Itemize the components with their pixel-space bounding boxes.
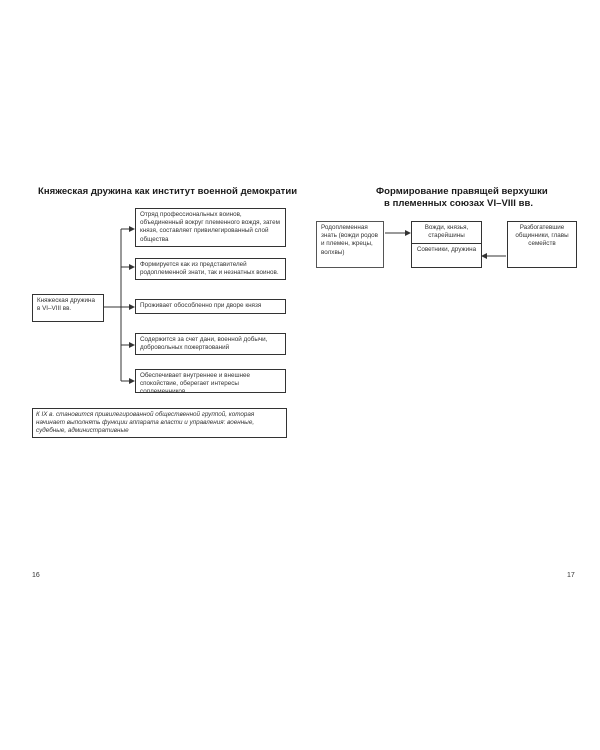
root-box: Княжеская дружина в VI–VIII вв. <box>32 294 104 322</box>
right-page-title-line2: в племенных союзах VI–VIII вв. <box>384 198 534 209</box>
advisors-box: Советники, дружина <box>411 243 482 268</box>
right-page-title-line1: Формирование правящей верхушки <box>376 186 548 197</box>
tribal-nobility-box: Родоплеменная знать (вожди родов и племен, жрецы, волхвы) <box>316 221 384 268</box>
item-box-4: Содержится за счет дани, военной добычи, добровольных пожертвований <box>135 333 286 355</box>
page-number-right: 17 <box>567 572 575 579</box>
note-box: К IX в. становится привилегированной общественной группой, которая начинает выполнять функции аппарата власти и управления: военные, судебные, административные <box>32 408 287 438</box>
item-box-5: Обеспечивает внутреннее и внешнее спокойствие, оберегает интересы соплеменников <box>135 369 286 393</box>
item-box-1: Отряд профессиональных воинов, объединенный вокруг племенного вождя, затем князя, составляет привилегированный слой общества <box>135 208 286 247</box>
item-box-2: Формируется как из представителей родоплеменной знати, так и незнатных воинов. <box>135 258 286 280</box>
item-box-3: Проживает обособленно при дворе князя <box>135 299 286 314</box>
chiefs-box: Вожди, князья, старейшины <box>411 221 482 244</box>
left-page-title: Княжеская дружина как институт военной демократии <box>38 186 298 197</box>
rich-members-box: Разбогатевшие общинники, главы семейств <box>507 221 577 268</box>
page-number-left: 16 <box>32 572 40 579</box>
